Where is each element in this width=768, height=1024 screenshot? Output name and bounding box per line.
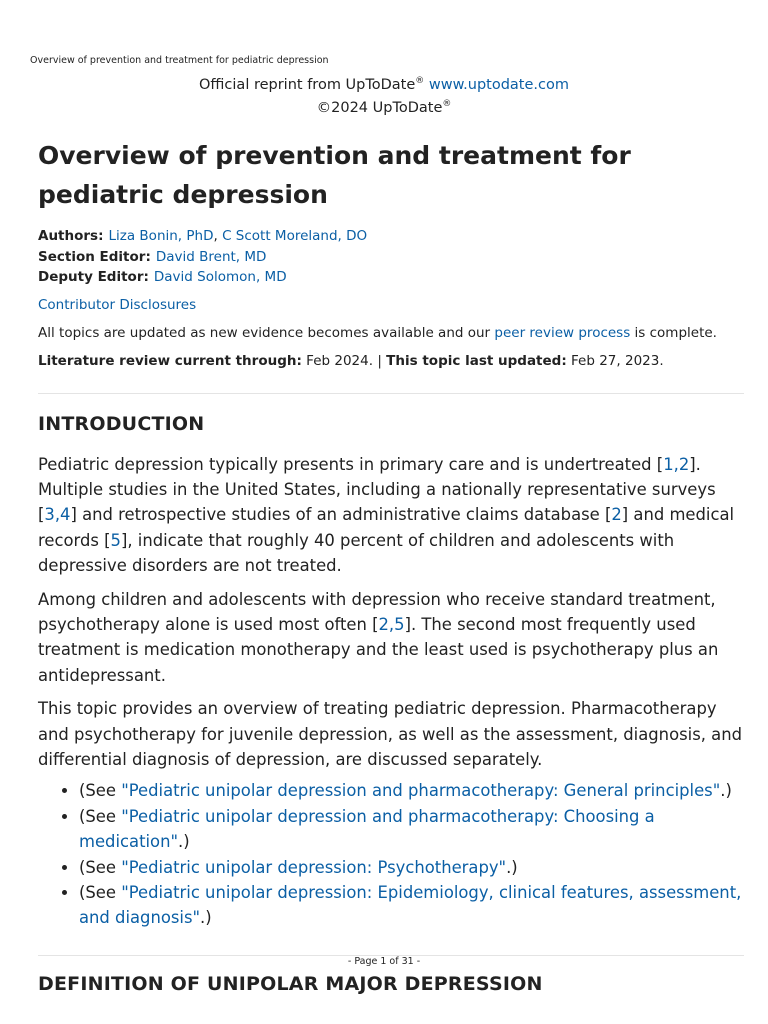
copyright-text: ©2024 UpToDate xyxy=(316,99,443,116)
section-heading-introduction: INTRODUCTION xyxy=(38,412,205,435)
literature-review-line xyxy=(38,352,744,371)
registered-mark: ® xyxy=(415,76,425,86)
topic-link[interactable]: "Pediatric unipolar depression: Epidemiology, clinical features, assessment, and diagnosis" xyxy=(79,883,742,928)
paragraph-text: Among children and adolescents with depression who receive standard treatment, psychotherapy alone is used most often [ xyxy=(38,589,716,634)
reprint-notice xyxy=(0,72,768,118)
section-editor-link[interactable]: David Brent, MD xyxy=(155,248,267,265)
lit-review-date: Feb 2024. xyxy=(301,352,374,369)
intro-paragraph-3: This topic provides an overview of treating pediatric depression. Pharmacotherapy and psychotherapy for juvenile depression, as well as the assessment, diagnosis, and differential diagnosis of depression, are discussed separately. xyxy=(38,699,742,769)
list-item xyxy=(79,804,744,855)
author-link[interactable]: Liza Bonin, PhD xyxy=(108,228,214,244)
list-item xyxy=(79,880,744,931)
section-editor-row xyxy=(38,247,744,268)
uptodate-link[interactable]: www.uptodate.com xyxy=(428,76,569,93)
topic-link[interactable]: "Pediatric unipolar depression and pharmacotherapy: General principles" xyxy=(121,781,721,801)
section-heading-definition: DEFINITION OF UNIPOLAR MAJOR DEPRESSION xyxy=(38,972,543,995)
intro-paragraph-1 xyxy=(38,452,744,579)
paragraph-text: ]. The second most frequently used treatment is medication monotherapy and the least used is psychotherapy plus an antidepressant. xyxy=(38,614,719,685)
authors-label: Authors: xyxy=(38,228,104,244)
section-editor-label: Section Editor: xyxy=(38,248,151,265)
list-item-text: .) xyxy=(506,857,518,877)
list-item-text: .) xyxy=(178,832,190,852)
list-item-text: .) xyxy=(720,781,732,801)
reference-link[interactable]: 2,5 xyxy=(378,614,405,634)
reference-link[interactable]: 1,2 xyxy=(663,454,690,474)
paragraph-text: ] and retrospective studies of an administrative claims database [ xyxy=(70,505,612,525)
list-item-text: (See xyxy=(79,781,122,801)
reference-link[interactable]: 3,4 xyxy=(44,505,71,525)
paragraph-text: Pediatric depression typically presents in primary care and is undertreated [ xyxy=(38,454,664,474)
contributor-disclosures-link[interactable]: Contributor Disclosures xyxy=(38,296,197,313)
last-updated-label: This topic last updated: xyxy=(386,352,567,369)
deputy-editor-row xyxy=(38,267,744,288)
see-also-list xyxy=(38,778,744,930)
paragraph-text: ], indicate that roughly 40 percent of children and adolescents with depressive disorders are not treated. xyxy=(38,530,675,576)
list-item xyxy=(79,855,744,880)
registered-mark: ® xyxy=(442,98,452,109)
update-note-text: is complete. xyxy=(630,324,717,341)
authors-row: Authors: Liza Bonin, PhD, C Scott Moreland, DO xyxy=(38,228,368,244)
peer-review-link[interactable]: peer review process xyxy=(494,324,631,341)
separator: | xyxy=(373,352,387,369)
topic-link[interactable]: "Pediatric unipolar depression: Psychotherapy" xyxy=(121,857,507,877)
last-updated-date: Feb 27, 2023. xyxy=(566,352,664,369)
paragraph-text: ] and medical records [ xyxy=(38,505,735,550)
reference-link[interactable]: 2 xyxy=(611,505,622,525)
deputy-editor-label: Deputy Editor: xyxy=(38,269,149,285)
topic-link[interactable]: "Pediatric unipolar depression and pharmacotherapy: Choosing a medication" xyxy=(79,806,655,852)
list-item-text: (See xyxy=(79,806,122,826)
list-item-text: (See xyxy=(79,883,122,902)
article xyxy=(38,136,744,997)
page-number: - Page 1 of 31 - xyxy=(347,956,421,967)
list-item-text: .) xyxy=(200,908,212,928)
update-note-text: All topics are updated as new evidence becomes available and our xyxy=(38,324,495,341)
author-link[interactable]: C Scott Moreland, DO xyxy=(222,228,368,244)
deputy-editor-link[interactable]: David Solomon, MD xyxy=(153,269,287,285)
intro-paragraph-2 xyxy=(38,587,744,689)
page-title: Overview of prevention and treatment for pediatric depression xyxy=(38,141,631,209)
paragraph-text: ]. Multiple studies in the United States, including a nationally representative surveys [ xyxy=(38,454,716,525)
reference-link[interactable]: 5 xyxy=(110,530,121,550)
update-note xyxy=(38,324,744,343)
list-item-text: (See xyxy=(79,857,122,877)
reprint-prefix: Official reprint from UpToDate xyxy=(199,76,416,93)
running-title: Overview of prevention and treatment for pediatric depression xyxy=(30,55,329,66)
lit-review-label: Literature review current through: xyxy=(38,352,302,369)
list-item xyxy=(79,778,744,803)
divider xyxy=(38,393,744,394)
